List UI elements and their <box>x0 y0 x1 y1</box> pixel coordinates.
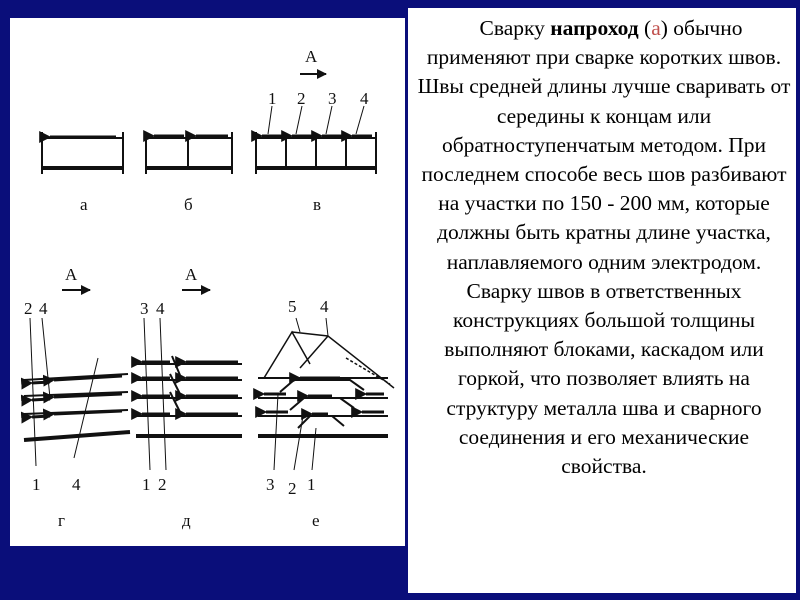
g-top-2: 4 <box>39 299 48 318</box>
direction-label-d: А <box>185 265 198 284</box>
text-bold-term: напроход <box>550 16 639 40</box>
diagram-d <box>136 290 242 470</box>
v-num-3: 3 <box>328 89 337 108</box>
e-bottom-1: 3 <box>266 475 275 494</box>
direction-label-v: А <box>305 47 318 66</box>
body-paragraph <box>408 8 796 481</box>
e-top-1: 5 <box>288 297 297 316</box>
diagram-a <box>42 132 123 174</box>
g-top-1: 2 <box>24 299 33 318</box>
v-num-4: 4 <box>360 89 369 108</box>
g-bottom-2: 4 <box>72 475 81 494</box>
label-a: а <box>80 195 88 214</box>
v-num-2: 2 <box>297 89 306 108</box>
d-bottom-1: 1 <box>142 475 151 494</box>
diagram-b <box>146 132 232 174</box>
label-g: г <box>58 511 65 530</box>
d-top-1: 3 <box>140 299 149 318</box>
label-b: б <box>184 195 193 214</box>
e-bottom-2: 2 <box>288 479 297 498</box>
text-part-2: ( <box>638 16 652 40</box>
direction-label-g: А <box>65 265 78 284</box>
label-v: в <box>313 195 322 214</box>
text-panel <box>408 8 796 593</box>
v-num-1: 1 <box>268 89 277 108</box>
welding-methods-figure <box>10 18 405 546</box>
text-accent-letter: а <box>651 16 661 40</box>
diagram-e <box>258 318 394 470</box>
text-part-3: ) обычно применяют при сварке коротких швов. Швы средней длины лучше сваривать от середины к концам или обратноступенчатым методом. При последнем способе весь шов разбивают на участки по 150 - 200 мм, которые должны быть кратны длине участка, наплавляемого одним электродом. Сварку швов в ответственных конструкциях большой толщины выполняют блоками, каскадом или горкой, что позволяет влиять на структуру металла шва и сварного соединения и его механические свойства. <box>417 16 791 479</box>
d-bottom-2: 2 <box>158 475 167 494</box>
label-e: е <box>312 511 320 530</box>
label-d: д <box>182 511 191 530</box>
welding-diagram-panel <box>10 18 405 546</box>
e-bottom-3: 1 <box>307 475 316 494</box>
g-bottom-1: 1 <box>32 475 41 494</box>
text-part-1: Сварку <box>479 16 551 40</box>
e-top-2: 4 <box>320 297 329 316</box>
d-top-2: 4 <box>156 299 165 318</box>
